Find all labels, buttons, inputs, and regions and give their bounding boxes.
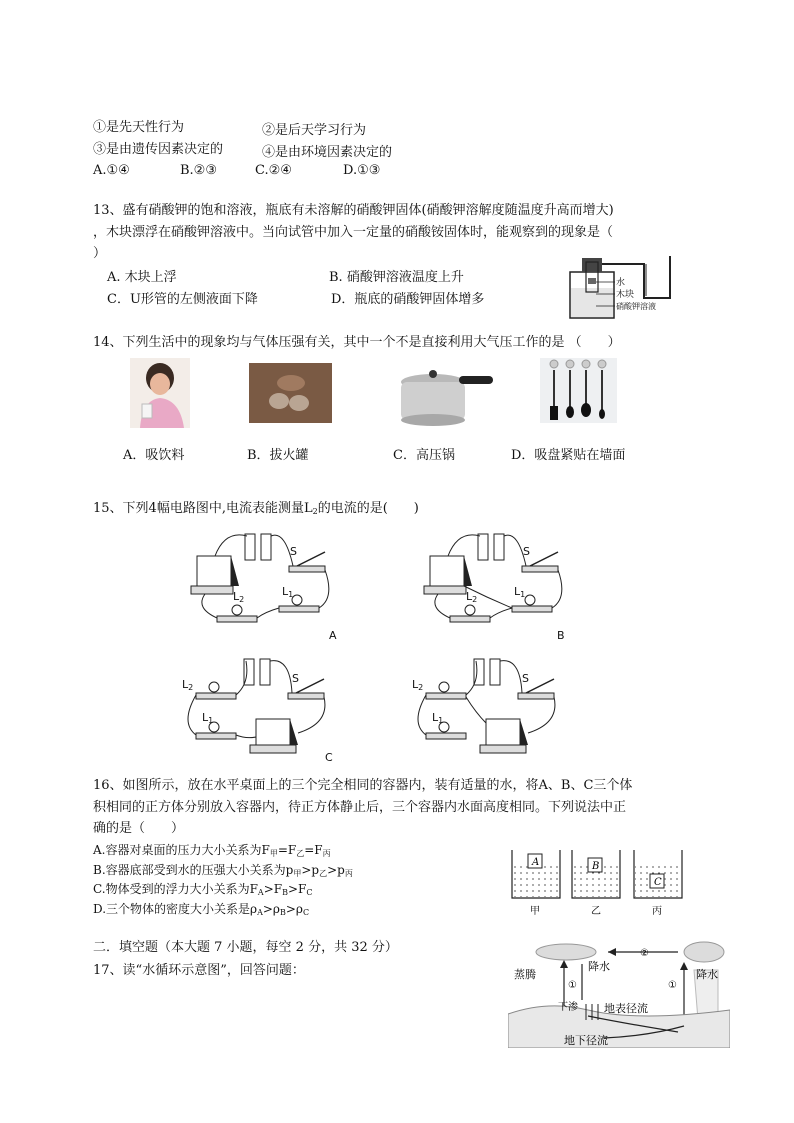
container-yi-label: 乙	[591, 906, 601, 917]
q12-option-d: D.①③	[343, 163, 381, 178]
q15-stem: 15、下列4幅电路图中,电流表能测量$L_2$的电流的是( )	[93, 501, 419, 516]
wc-surface-runoff-label: 地表径流	[604, 1002, 648, 1015]
pressure-cooker-image	[393, 360, 496, 428]
q13-stem-line3: ）	[93, 246, 107, 261]
q12-statement-3: ③是由遗传因素决定的	[93, 142, 224, 157]
cube-b-label: B	[592, 861, 600, 872]
circuit-b-l2-label: $L_2$	[466, 590, 478, 604]
circuit-d-l1-label: $L_1$	[432, 711, 444, 725]
wc-infiltration-label: 下渗	[558, 1002, 578, 1013]
q14-option-d: D．吸盘紧贴在墙面	[511, 448, 626, 463]
circuit-b-l1-label: $L_1$	[514, 585, 526, 599]
q12-option-b: B.②③	[180, 163, 217, 178]
circuit-d-l2-label: $L_2$	[412, 678, 424, 692]
q12-statement-4: ④是由环境因素决定的	[262, 145, 393, 160]
circuit-a-figure	[185, 528, 335, 640]
cube-c-label: C	[654, 877, 662, 888]
q17-stem: 17、读“水循环示意图”，回答问题：	[93, 963, 305, 978]
q14-stem: 14、下列生活中的现象均与气体压强有关，其中一个不是直接利用大气压工作的是 （ ）	[93, 335, 621, 350]
circuit-a-l2-label: $L_2$	[233, 590, 245, 604]
q13-stem-line1: 13、盛有硝酸钾的饱和溶液，瓶底有未溶解的硝酸钾固体(硝酸钾溶解度随温度升高而增大)	[93, 203, 614, 218]
cupping-image	[249, 363, 332, 423]
q12-statement-2: ②是后天学习行为	[262, 123, 367, 138]
circuit-d-switch-label: S	[522, 672, 529, 685]
wc-precip-label-1: 降水	[588, 960, 610, 973]
section2-heading: 二．填空题（本大题 7 小题，每空 2 分，共 32 分）	[93, 940, 398, 955]
q16-stem-line1: 16、如图所示，放在水平桌面上的三个完全相同的容器内，装有适量的水，将A、B、C三个体	[93, 778, 633, 793]
suction-hooks-image	[540, 358, 617, 423]
water-cycle-figure	[508, 940, 730, 1048]
q16-option-b: B.容器底部受到水的压强大小关系为$p_甲>p_乙>p_丙$	[93, 863, 353, 878]
q16-option-c: C.物体受到的浮力大小关系为$F_A>F_B>F_C$	[93, 882, 313, 897]
wc-circle-1-left: ①	[568, 980, 577, 991]
q13-label-water: 水	[616, 278, 626, 288]
q13-label-wood: 木块	[616, 290, 635, 300]
q14-option-c: C．高压锅	[393, 448, 455, 463]
circuit-c-l1-label: $L_1$	[202, 711, 214, 725]
circuit-c-l2-label: $L_2$	[182, 678, 194, 692]
wc-precip-label-2: 降水	[696, 968, 718, 981]
q12-option-a: A.①④	[93, 163, 130, 178]
wc-circle-2: ②	[640, 948, 649, 959]
wc-groundwater-runoff-label: 地下径流	[564, 1034, 608, 1047]
container-jia-label: 甲	[530, 906, 540, 917]
q13-label-solution: 硝酸钾溶液	[616, 302, 656, 311]
q13-stem-line2: ，木块漂浮在硝酸钾溶液中。当向试管中加入一定量的硝酸铵固体时，能观察到的现象是（	[93, 225, 614, 240]
cube-a-label: A	[532, 857, 540, 868]
q13-option-a: A. 木块上浮	[107, 270, 177, 285]
circuit-c-figure	[180, 653, 330, 765]
circuit-c-label: C	[325, 751, 333, 764]
circuit-b-figure	[418, 528, 568, 640]
q16-option-a: A.容器对桌面的压力大小关系为$F_甲=F_乙=F_丙$	[93, 843, 331, 858]
circuit-c-switch-label: S	[292, 672, 299, 685]
q13-option-c: C．U形管的左侧液面下降	[107, 292, 258, 307]
q13-option-d: D．瓶底的硝酸钾固体增多	[331, 292, 485, 307]
circuit-d-figure	[410, 653, 560, 765]
q13-option-b: B. 硝酸钾溶液温度上升	[329, 270, 464, 285]
q16-containers-figure	[508, 846, 688, 918]
q12-statement-1: ①是先天性行为	[93, 120, 185, 135]
q16-option-d: D.三个物体的密度大小关系是$\rho_A>\rho_B>\rho_C$	[93, 902, 310, 917]
circuit-a-l1-label: $L_1$	[282, 585, 294, 599]
q16-stem-line3: 确的是（ ）	[93, 821, 185, 836]
q12-option-c: C.②④	[255, 163, 292, 178]
wc-transpiration-label: 蒸腾	[514, 968, 536, 981]
q14-option-b: B．拔火罐	[247, 448, 309, 463]
q16-stem-line2: 积相同的正方体分别放入容器内，待正方体静止后，三个容器内水面高度相同。下列说法中正	[93, 800, 627, 815]
q14-option-a: A．吸饮料	[123, 448, 185, 463]
circuit-a-switch-label: S	[290, 545, 297, 558]
circuit-b-switch-label: S	[523, 545, 530, 558]
circuit-a-label: A	[329, 629, 337, 642]
drinking-person-image	[130, 358, 190, 428]
wc-circle-1-right: ①	[668, 980, 677, 991]
circuit-b-label: B	[557, 629, 565, 642]
q13-apparatus-figure	[560, 252, 680, 322]
container-bing-label: 丙	[652, 906, 662, 917]
